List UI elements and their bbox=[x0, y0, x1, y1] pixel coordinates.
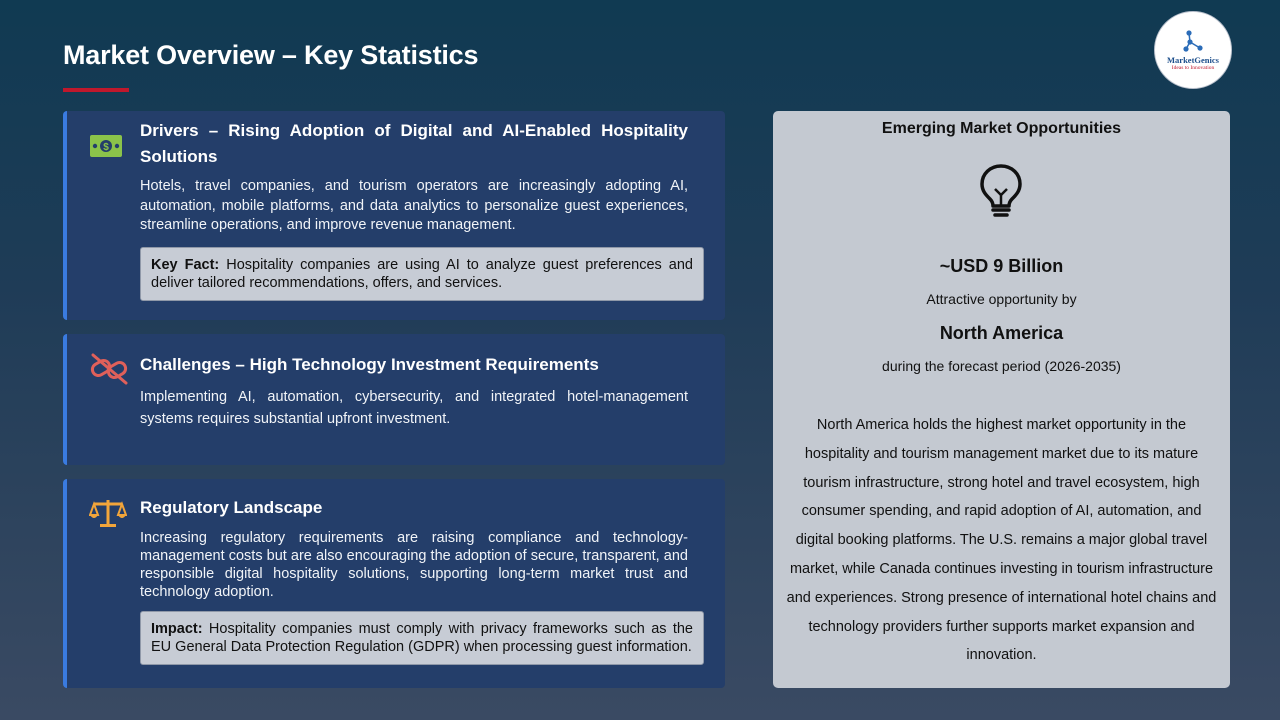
lightbulb-icon bbox=[979, 163, 1023, 219]
regulatory-body: Increasing regulatory requirements are raising compliance and technology-management costs but are also encouraging the adoption of secure, transparent, and responsible digital hospitality solutions, supporting long-term market trust and technology adoption. bbox=[140, 530, 688, 600]
challenges-heading: Challenges – High Technology Investment Requirements bbox=[140, 355, 599, 374]
impact-text: Hospitality companies must comply with privacy frameworks such as the EU General Data Protection Regulation (GDPR) when processing guest information. bbox=[151, 621, 693, 655]
challenges-body: Implementing AI, automation, cybersecurity, and integrated hotel-management systems requires substantial upfront investment. bbox=[140, 389, 688, 427]
broken-link-icon bbox=[89, 352, 129, 386]
opportunity-value: ~USD 9 Billion bbox=[939, 256, 1064, 276]
regulatory-heading: Regulatory Landscape bbox=[140, 498, 323, 517]
svg-text:$: $ bbox=[103, 142, 109, 153]
company-logo bbox=[1154, 11, 1232, 89]
opportunity-subtitle: Attractive opportunity by bbox=[926, 291, 1077, 307]
regulatory-card bbox=[63, 479, 725, 688]
opportunity-description: North America holds the highest market opportunity in the hospitality and tourism management market due to its mature tourism infrastructure, strong hotel and travel ecosystem, high consumer spending, and rapid adoption of AI, automation, and digital booking platforms. The U.S. remains a major global travel market, while Canada continues investing in tourism infrastructure and experiences. Strong presence of international hotel chains and technology providers further supports market expansion and innovation. bbox=[786, 417, 1217, 664]
key-fact-label: Key Fact: bbox=[151, 257, 220, 273]
opportunity-panel bbox=[773, 111, 1230, 688]
title-underline bbox=[63, 88, 129, 92]
drivers-card bbox=[63, 111, 725, 320]
challenges-card bbox=[63, 334, 725, 465]
money-icon bbox=[89, 133, 123, 159]
drivers-body: Hotels, travel companies, and tourism operators are increasingly adopting AI, automation, mobile platforms, and data analytics to personalize guest experiences, streamline operations, and improve revenue management. bbox=[140, 178, 688, 233]
impact-label: Impact: bbox=[151, 621, 203, 637]
opportunity-title: Emerging Market Opportunities bbox=[881, 120, 1122, 137]
scales-icon bbox=[89, 497, 127, 529]
page-title: Market Overview – Key Statistics bbox=[63, 40, 479, 70]
network-icon bbox=[1182, 29, 1204, 53]
opportunity-region: North America bbox=[939, 323, 1064, 343]
impact-box bbox=[140, 611, 704, 665]
key-fact-text: Hospitality companies are using AI to analyze guest preferences and deliver tailored recommendations, offers, and services. bbox=[151, 257, 693, 291]
opportunity-period: during the forecast period (2026-2035) bbox=[882, 358, 1121, 374]
drivers-heading: Drivers – Rising Adoption of Digital and AI-Enabled Hospitality Solutions bbox=[140, 121, 688, 166]
logo-tagline: Ideas to Innovation bbox=[1171, 64, 1215, 71]
key-fact-box bbox=[140, 247, 704, 301]
logo-name: MarketGenics bbox=[1167, 55, 1219, 65]
